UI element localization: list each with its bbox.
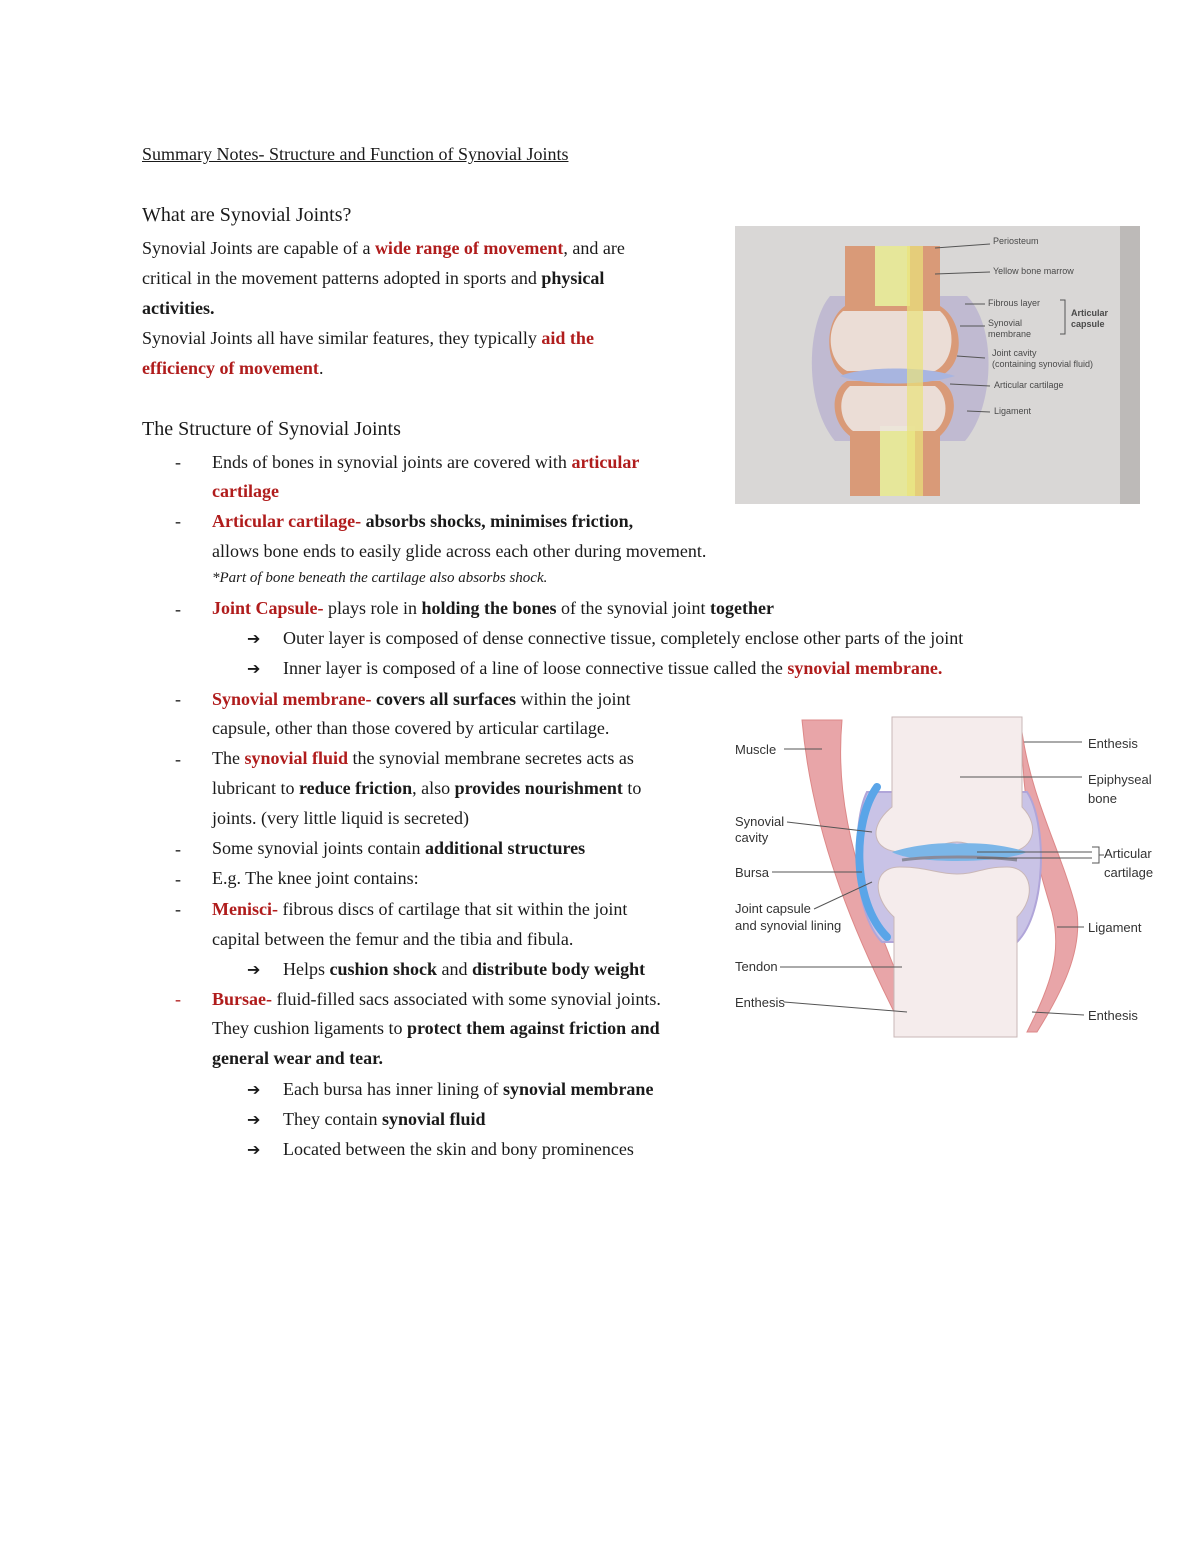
photo-label: Periosteum (993, 236, 1039, 246)
text: Synovial Joints all have similar features, they typically (142, 328, 542, 348)
dash-bullet: - (175, 839, 181, 859)
photo-label: capsule (1071, 319, 1105, 329)
diagram-label: Enthesis (735, 995, 785, 1010)
photo-label: Articular (1071, 308, 1109, 318)
highlight: synovial membrane. (787, 658, 943, 678)
arrow-bullet: ➔ (247, 629, 261, 648)
bullet-menisci-cont: capital between the femur and the tibia and fibula. (212, 929, 574, 949)
bold-text: general wear and tear. (212, 1048, 383, 1068)
dash-bullet: - (175, 599, 181, 619)
text: lubricant to (212, 778, 299, 798)
sub-bursa-location: Located between the skin and bony prominences (283, 1139, 634, 1159)
bullet-synovial-membrane-cont: capsule, other than those covered by articular cartilage. (212, 718, 610, 738)
diagram-label: cartilage (1104, 865, 1154, 880)
diagram-label: Articular (1104, 846, 1152, 861)
arrow-bullet: ➔ (247, 1140, 261, 1159)
intro-paragraph-line-1 (142, 233, 625, 263)
bullet-synovial-membrane (212, 684, 630, 714)
diagram-label: bone (1088, 791, 1117, 806)
dash-bullet: - (175, 869, 181, 889)
intro-paragraph-line-3 (142, 293, 214, 323)
highlight: wide range of movement (374, 238, 564, 258)
bullet-synovial-fluid-cont2: joints. (very little liquid is secreted) (212, 808, 469, 828)
text: within the joint (515, 689, 631, 709)
sub-inner-layer (283, 653, 942, 683)
dash-bullet: - (175, 899, 181, 919)
sub-cushion-shock (283, 954, 645, 984)
text: Some synovial joints contain (212, 838, 425, 858)
diagram-label: Synovial (735, 814, 785, 829)
photo-label: Fibrous layer (988, 298, 1041, 308)
text: , also (412, 778, 455, 798)
text: Helps (283, 959, 330, 979)
bullet-synovial-fluid-cont (212, 773, 641, 803)
highlight: Articular cartilage- (212, 511, 366, 531)
sub-bursa-lining (283, 1074, 653, 1104)
dash-bullet: - (175, 689, 181, 709)
bold-text: protect them against friction and (406, 1018, 660, 1038)
intro-paragraph-line-5 (142, 353, 323, 383)
diagram-label: Muscle (735, 742, 777, 757)
photo-label: Joint cavity (992, 348, 1037, 358)
intro-paragraph-line-4 (142, 323, 594, 353)
bullet-ends-of-bones-cont (212, 476, 279, 506)
bullet-bursae (212, 984, 661, 1014)
highlight: cartilage (212, 481, 279, 501)
highlight: Bursae- (212, 989, 277, 1009)
diagram-label: Joint capsule (735, 901, 811, 916)
highlight: Menisci- (212, 899, 283, 919)
diagram-label: Enthesis (1088, 736, 1138, 751)
diagram-label: Tendon (735, 959, 778, 974)
text: plays role in (328, 598, 422, 618)
photo-label: membrane (988, 329, 1032, 339)
diagram-label: cavity (735, 830, 769, 845)
bullet-joint-capsule (212, 593, 774, 623)
sub-bursa-fluid (283, 1104, 486, 1134)
photo-label: Ligament (994, 406, 1032, 416)
photo-label: Yellow bone marrow (993, 266, 1074, 276)
bold-text: absorbs shocks, minimises friction, (365, 511, 634, 531)
text: of the synovial joint (556, 598, 711, 618)
text: Ends of bones in synovial joints are covered with (212, 452, 572, 472)
dash-bullet: - (175, 749, 181, 769)
joint-diagram (732, 712, 1160, 1042)
text: to (622, 778, 642, 798)
text: Inner layer is composed of a line of loose connective tissue called the (283, 658, 788, 678)
bullet-articular-cartilage-cont: allows bone ends to easily glide across each other during movement. (212, 541, 707, 561)
diagram-label: and synovial lining (735, 918, 842, 933)
text: They cushion ligaments to (212, 1018, 407, 1038)
text: and (437, 959, 473, 979)
bullet-menisci (212, 894, 627, 924)
bold-text: activities. (142, 298, 215, 318)
text: fibrous discs of cartilage that sit within the joint (282, 899, 628, 919)
arrow-bullet: ➔ (247, 960, 261, 979)
diagram-label: Epiphyseal (1088, 772, 1152, 787)
bold-text: provides nourishment (454, 778, 623, 798)
arrow-bullet: ➔ (247, 1080, 261, 1099)
bullet-ends-of-bones (212, 447, 639, 477)
text: They contain (283, 1109, 382, 1129)
text: critical in the movement patterns adopted in sports and (142, 268, 542, 288)
bold-text: distribute body weight (472, 959, 646, 979)
text: fluid-filled sacs associated with some synovial joints. (276, 989, 661, 1009)
diagram-label: Bursa (735, 865, 769, 880)
dash-bullet: - (175, 989, 181, 1009)
intro-paragraph-line-2 (142, 263, 604, 293)
photo-label: Synovial (988, 318, 1023, 328)
note-shock: *Part of bone beneath the cartilage also absorbs shock. (212, 570, 548, 586)
heading-what-are-synovial-joints: What are Synovial Joints? (142, 204, 352, 226)
text: Each bursa has inner lining of (283, 1079, 503, 1099)
sub-outer-layer: Outer layer is composed of dense connective tissue, completely enclose other parts of the joint (283, 628, 964, 648)
bullet-knee-example: E.g. The knee joint contains: (212, 868, 419, 888)
bold-text: cushion shock (329, 959, 438, 979)
photo-label: (containing synovial fluid) (992, 359, 1094, 369)
highlight: Joint Capsule- (212, 598, 329, 618)
arrow-bullet: ➔ (247, 1110, 261, 1129)
bold-text: holding the bones (421, 598, 557, 618)
diagram-label: Ligament (1088, 920, 1142, 935)
dash-bullet: - (175, 452, 181, 472)
bold-text: physical (541, 268, 605, 288)
bullet-additional-structures (212, 833, 585, 863)
text: . (318, 358, 324, 378)
arrow-bullet: ➔ (247, 659, 261, 678)
bullet-articular-cartilage (212, 506, 633, 536)
text: The (212, 748, 245, 768)
diagram-label: Enthesis (1088, 1008, 1138, 1023)
bold-text: synovial membrane (502, 1079, 654, 1099)
highlight: Synovial membrane- (212, 689, 376, 709)
text: , and are (563, 238, 625, 258)
bold-text: reduce friction (298, 778, 413, 798)
photo-label: Articular cartilage (994, 380, 1064, 390)
page-title: Summary Notes- Structure and Function of Synovial Joints (142, 144, 569, 164)
bullet-synovial-fluid (212, 743, 634, 773)
bold-text: together (710, 598, 774, 618)
bullet-bursae-cont2 (212, 1043, 383, 1073)
heading-structure: The Structure of Synovial Joints (142, 418, 401, 440)
highlight: efficiency of movement (142, 358, 319, 378)
bold-text: synovial fluid (381, 1109, 486, 1129)
highlight: synovial fluid (244, 748, 349, 768)
bold-text: covers all surfaces (376, 689, 516, 709)
highlight: aid the (541, 328, 594, 348)
text: Synovial Joints are capable of a (142, 238, 375, 258)
bullet-bursae-cont (212, 1013, 660, 1043)
dash-bullet: - (175, 511, 181, 531)
highlight: articular (571, 452, 640, 472)
bold-text: additional structures (425, 838, 586, 858)
synovial-joint-photo (735, 226, 1140, 504)
text: the synovial membrane secretes acts as (348, 748, 634, 768)
